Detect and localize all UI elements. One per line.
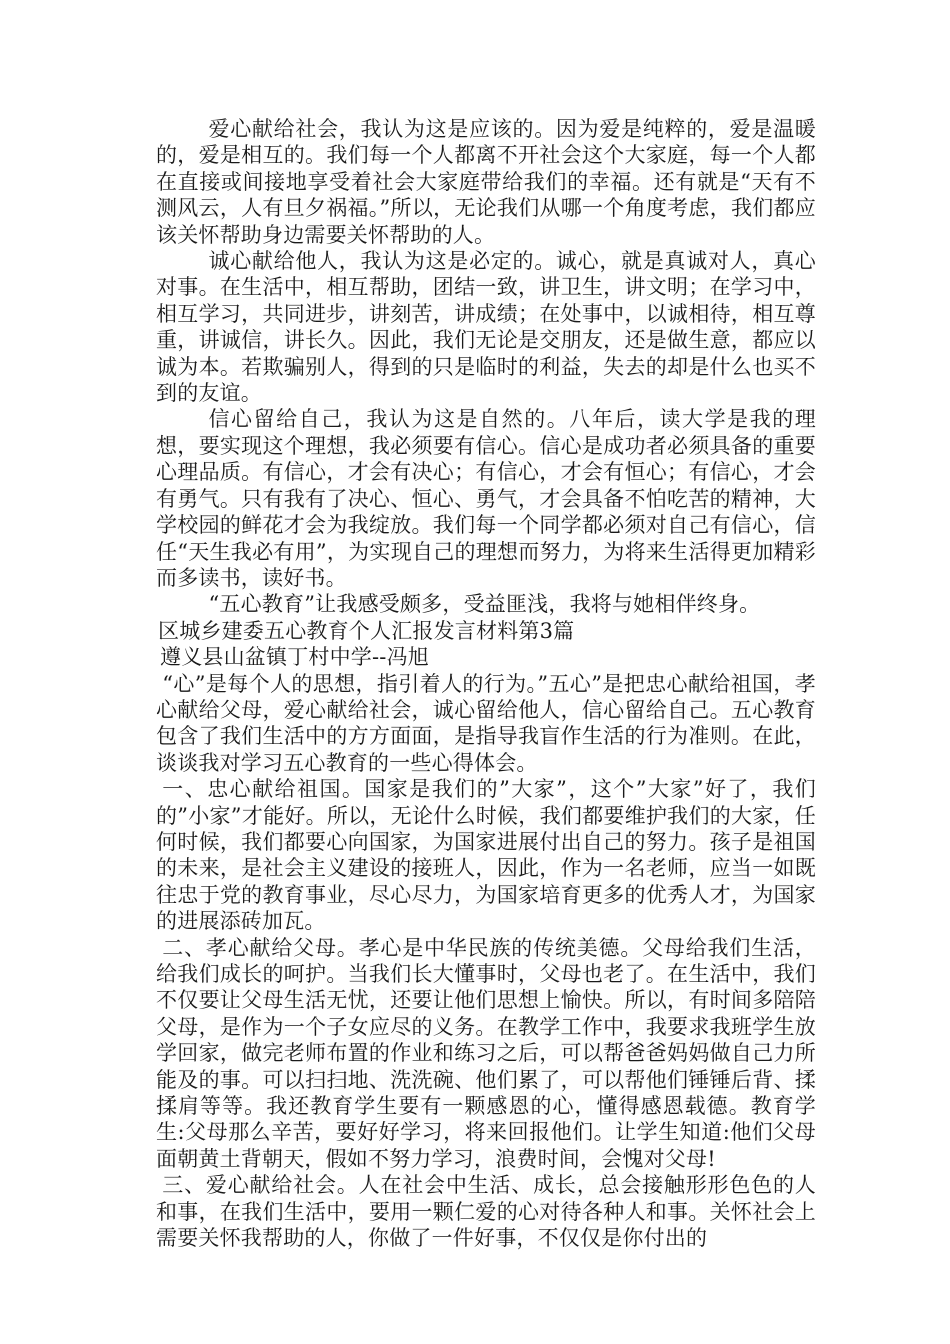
author-line: 遵义县山盆镇丁村中学--冯旭 <box>160 645 429 670</box>
paragraph-filial-parents: 二、孝心献给父母。孝心是中华民族的传统美德。父母给我们生活，给我们成长的呵护。当我们长大懂事时，父母也老了。在生活中，我们不仅要让父母生活无忧，还要让他们思想上愉快。所以，有时间多陪陪父母，是作为一个子女应尽的义务。在教学工作中，我要求我班学生放学回家，做完老师布置的作业和练习之后，可以帮爸爸妈妈做自己力所能及的事。可以扫扫地、洗洗碗、他们累了，可以帮他们锤锤后背、揉揉肩等等。我还教育学生要有一颗感恩的心，懂得感恩载德。教育学生:父母那么辛苦，要好好学习，将来回报他们。让学生知道:他们父母面朝黄土背朝天，假如不努力学习，浪费时间，会愧对父母! <box>156 935 816 1171</box>
document-body <box>156 116 816 1251</box>
paragraph-loyalty-country: 一、忠心献给祖国。国家是我们的”大家”，这个”大家”好了，我们的”小家”才能好。所以，无论什么时候，我们都要维护我们的大家，任何时候，我们都要心向国家，为国家进展付出自己的努力。孩子是祖国的未来，是社会主义建设的接班人，因此，作为一名老师，应当一如既往忠于党的教育事业，尽心尽力，为国家培育更多的优秀人才，为国家的进展添砖加瓦。 <box>156 777 816 934</box>
section-title: 区城乡建委五心教育个人汇报发言材料第3篇 <box>158 618 575 643</box>
paragraph-sincerity-others: 诚心献给他人，我认为这是必定的。诚心，就是真诚对人，真心对事。在生活中，相互帮助，团结一致，讲卫生，讲文明；在学习中，相互学习，共同进步，讲刻苦，讲成绩；在处事中，以诚相待，相互尊重，讲诚信，讲长久。因此，我们无论是交朋友，还是做生意，都应以诚为本。若欺骗别人，得到的只是临时的利益，失去的却是什么也买不到的友谊。 <box>156 249 816 406</box>
paragraph-love-society-2: 三、爱心献给社会。人在社会中生活、成长，总会接触形形色色的人和事，在我们生活中，要用一颗仁爱的心对待各种人和事。关怀社会上需要关怀我帮助的人，你做了一件好事，不仅仅是你付出的 <box>156 1173 816 1251</box>
paragraph-confidence-self: 信心留给自己，我认为这是自然的。八年后，读大学是我的理想，要实现这个理想，我必须要有信心。信心是成功者必须具备的重要心理品质。有信心，才会有决心；有信心，才会有恒心；有信心，才会有勇气。只有我有了决心、恒心、勇气，才会具备不怕吃苦的精神，大学校园的鲜花才会为我绽放。我们每一个同学都必须对自己有信心，信任“天生我必有用”，为实现自己的理想而努力，为将来生活得更加精彩而多读书，读好书。 <box>156 407 816 590</box>
paragraph-love-society: 爱心献给社会，我认为这是应该的。因为爱是纯粹的，爱是温暖的，爱是相互的。我们每一个人都离不开社会这个大家庭，每一个人都在直接或间接地享受着社会大家庭带给我们的幸福。还有就是“天有不测风云，人有旦夕祸福。”所以，无论我们从哪一个角度考虑，我们都应该关怀帮助身边需要关怀帮助的人。 <box>156 117 816 247</box>
paragraph-conclusion: “五心教育”让我感受颇多，受益匪浅，我将与她相伴终身。 <box>208 592 761 617</box>
paragraph-intro: “心”是每个人的思想，指引着人的行为。”五心”是把忠心献给祖国，孝心献给父母，爱心献给社会，诚心留给他人，信心留给自己。五心教育包含了我们生活中的方方面面，是指导我盲作生活的行为准则。在此，谈谈我对学习五心教育的一些心得体会。 <box>156 671 816 775</box>
